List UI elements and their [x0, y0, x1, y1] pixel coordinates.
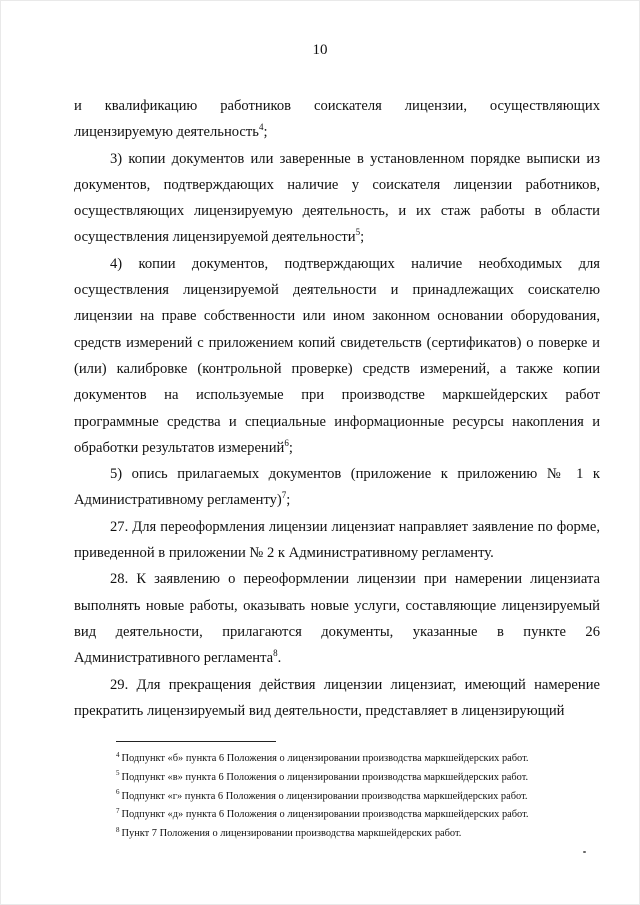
footnote-number: 5	[116, 769, 120, 778]
footnote-number: 7	[116, 806, 120, 815]
footnote	[116, 825, 586, 844]
footnote-ref: 8	[273, 648, 278, 659]
paragraph-28: 28. К заявлению о переоформлении лицензии при намерении лицензиата выполнять новые работы, оказывать новые услуги, составляющие лицензируемый вид деятельности, прилагаются документы, указанные в пункте 26 Административного регламента$^8$.	[74, 571, 600, 667]
scan-speck	[583, 851, 586, 853]
footnote-ref: 6	[284, 438, 289, 448]
footnote-text: Подпункт «г» пункта 6 Положения о лицензировании производства маркшейдерских работ.	[121, 790, 528, 802]
footnote-number: 8	[116, 825, 120, 834]
footnote-separator	[116, 741, 276, 742]
footnote-text: Подпункт «в» пункта 6 Положения о лицензировании производства маркшейдерских работ.	[121, 771, 529, 783]
body-text	[74, 93, 600, 724]
footnote-number: 4	[116, 750, 120, 759]
footnote-text: Подпункт «б» пункта 6 Положения о лицензировании производства маркшейдерских работ.	[121, 753, 529, 764]
footnote-ref: 4	[258, 122, 264, 133]
page-number: 10	[312, 42, 328, 58]
footnote-text: Подпункт «д» пункта 6 Положения о лицензировании производства маркшейдерских работ.	[121, 809, 529, 821]
paragraph-29: 29. Для прекращения действия лицензии лицензиат, имеющий намерение прекратить лицензируемый вид деятельности, представляет в лицензирующий	[74, 676, 600, 719]
paragraph-item-5: 5) опись прилагаемых документов (приложение к приложению № 1 к Административному регламенту)$^7$;	[74, 466, 600, 509]
footnote-text: Пункт 7 Положения о лицензировании производства маркшейдерских работ.	[121, 828, 462, 840]
paragraph-item-4: 4) копии документов, подтверждающих наличие необходимых для осуществления лицензируемой деятельности и принадлежащих соискателю лицензии на праве собственности или ином законном основании оборудования, средств измерений с приложением копий свидетельств (сертификатов) о поверке и (или) калибровке (контрольной проверке) средств измерений, а также копии документов на используемые при производстве маркшейдерских работ программные средства и специальные информационные ресурсы накопления и обработки результатов измерений$^6$;	[74, 255, 600, 456]
paragraph-continuation: и квалификацию работников соискателя лицензии, осуществляющих лицензируемую деятельность$^4$;	[74, 98, 600, 141]
footnote-ref: 5	[355, 227, 361, 238]
footnote	[116, 750, 586, 769]
paragraph-item-3: 3) копии документов или заверенные в установленном порядке выписки из документов, подтверждающих наличие у соискателя лицензии работников, осуществляющих лицензируемую деятельность, и их стаж работы в области осуществления лицензируемой деятельности$^5$;	[74, 150, 600, 246]
footnotes	[116, 750, 586, 844]
footnote	[116, 806, 586, 825]
footnote	[116, 788, 586, 807]
footnote-ref: 7	[281, 490, 287, 501]
footnote	[116, 769, 586, 788]
paragraph-27: 27. Для переоформления лицензии лицензиат направляет заявление по форме, приведенной в приложении № 2 к Административному регламенту.	[74, 518, 600, 562]
footnote-number: 6	[116, 788, 120, 797]
